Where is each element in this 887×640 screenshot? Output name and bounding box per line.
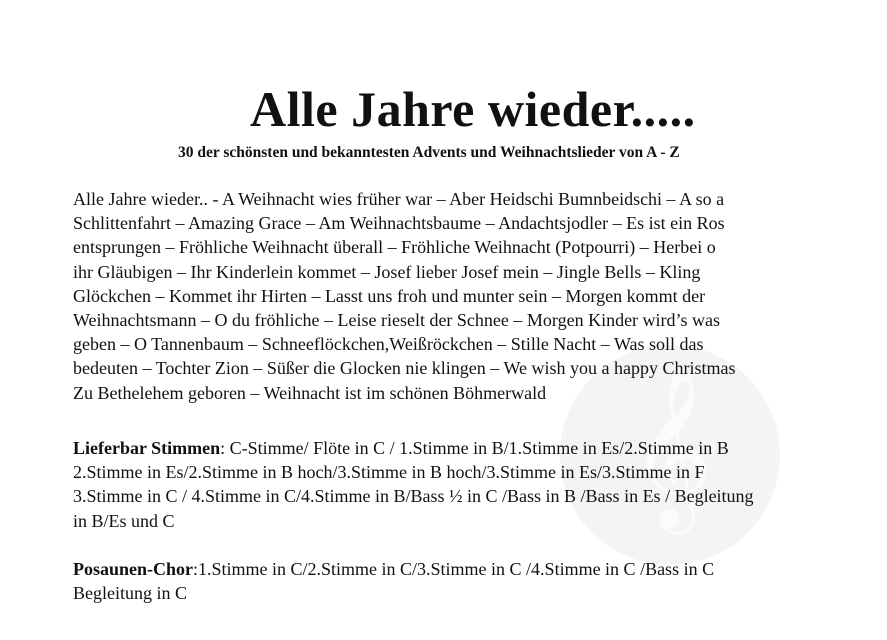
lieferbar-line: C-Stimme/ Flöte in C / 1.Stimme in B/1.Stimme in Es/2.Stimme in B bbox=[229, 438, 729, 458]
posaunen-line: Begleitung in C bbox=[73, 583, 187, 604]
song-list-line: ihr Gläubigen – Ihr Kinderlein kommet – Josef lieber Josef mein – Jingle Bells – Kling bbox=[73, 261, 701, 282]
lieferbar-line: 3.Stimme in C / 4.Stimme in C/4.Stimme in B/Bass ½ in C /Bass in B /Bass in Es / Begleitung bbox=[73, 486, 754, 507]
song-list-line: Glöckchen – Kommet ihr Hirten – Lasst uns froh und munter sein – Morgen kommt der bbox=[73, 285, 706, 306]
lieferbar-colon: : bbox=[220, 438, 230, 458]
song-list-line: Weihnachtsmann – O du fröhliche – Leise rieselt der Schnee – Morgen Kinder wird’s was bbox=[73, 310, 721, 331]
song-list bbox=[73, 187, 843, 405]
lieferbar-label: Lieferbar Stimmen bbox=[73, 438, 221, 458]
song-list-line: geben – O Tannenbaum – Schneeflöckchen,Weißröckchen – Stille Nacht – Was soll das bbox=[73, 334, 704, 355]
posaunen-label: Posaunen-Chor bbox=[73, 559, 194, 579]
song-list-line: Schlittenfahrt – Amazing Grace – Am Weihnachtsbaume – Andachtsjodler – Es ist ein Ros bbox=[73, 213, 725, 234]
document-title: Alle Jahre wieder..... bbox=[250, 81, 696, 137]
posaunen-line: :1.Stimme in C/2.Stimme in C/3.Stimme in C /4.Stimme in C /Bass in C bbox=[193, 559, 715, 579]
lieferbar-line: 2.Stimme in Es/2.Stimme in B hoch/3.Stimme in B hoch/3.Stimme in Es/3.Stimme in F bbox=[73, 462, 705, 483]
song-list-line: Zu Bethelehem geboren – Weihnacht ist im schönen Böhmerwald bbox=[73, 382, 547, 403]
song-list-line: bedeuten – Tochter Zion – Süßer die Glocken nie klingen – We wish you a happy Christmas bbox=[73, 358, 736, 379]
song-list-line: Alle Jahre wieder.. - A Weihnacht wies früher war – Aber Heidschi Bumnbeidschi – A so a bbox=[73, 189, 725, 209]
song-list-line: entsprungen – Fröhliche Weihnacht überall – Fröhliche Weihnacht (Potpourri) – Herbei o bbox=[73, 237, 716, 258]
document-subtitle: 30 der schönsten und bekanntesten Advents und Weihnachtslieder von A - Z bbox=[178, 144, 680, 161]
posaunen-chor-section bbox=[73, 557, 863, 605]
lieferbar-line: in B/Es und C bbox=[73, 510, 175, 531]
treble-clef-icon: 𝄞 bbox=[630, 365, 713, 528]
lieferbar-first-line bbox=[73, 436, 863, 460]
posaunen-first-line bbox=[73, 557, 863, 581]
lieferbar-stimmen-section bbox=[73, 436, 863, 533]
